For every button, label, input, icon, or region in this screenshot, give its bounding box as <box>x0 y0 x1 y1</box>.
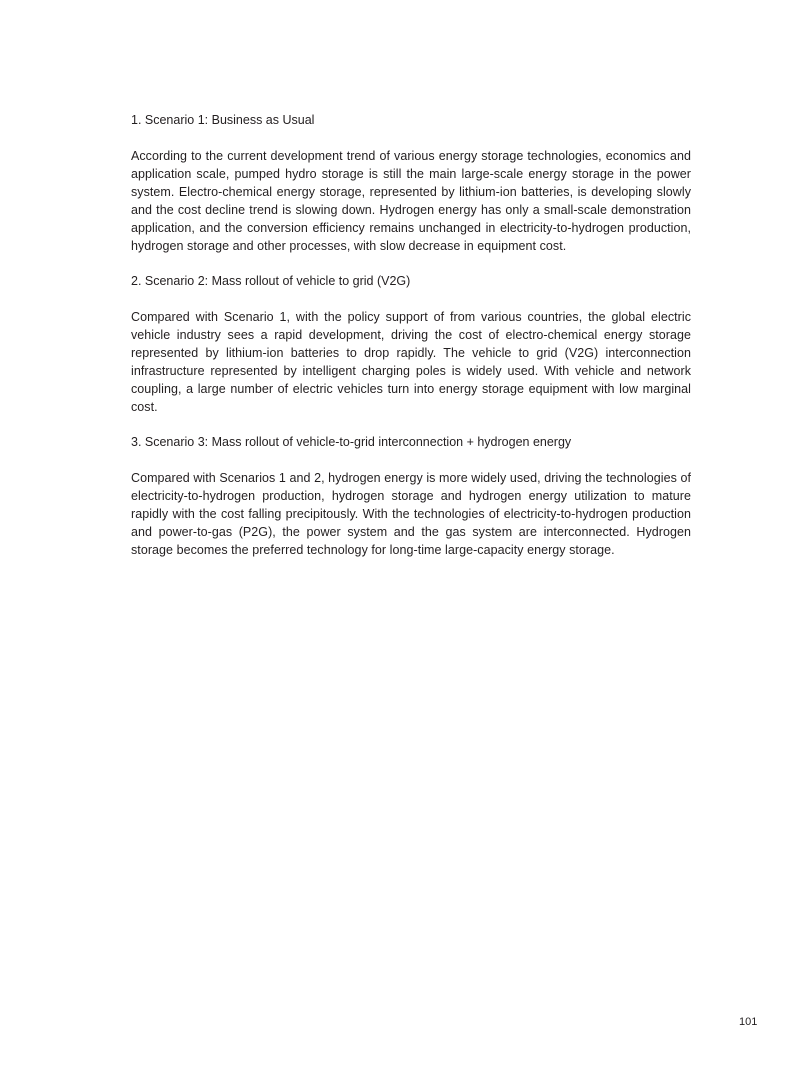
section-body-scenario-3: Compared with Scenarios 1 and 2, hydrogen energy is more widely used, driving the technologies of electricity-to-hydrogen production, hydrogen storage and hydrogen energy utilization to mature rapidly with the cost falling precipitously. With the technologies of electricity-to-hydrogen production and power-to-gas (P2G), the power system and the gas system are interconnected. Hydrogen storage becomes the preferred technology for long-time large-capacity energy storage. <box>131 471 691 557</box>
page-content <box>131 111 691 576</box>
section-body-scenario-2: Compared with Scenario 1, with the policy support of from various countries, the global electric vehicle industry sees a rapid development, driving the cost of electro-chemical energy storage represented by lithium-ion batteries to drop rapidly. The vehicle to grid (V2G) interconnection infrastructure represented by intelligent charging poles is widely used. With vehicle and network coupling, a large number of electric vehicles turn into energy storage equipment with low marginal cost. <box>131 310 691 414</box>
section-heading-scenario-1: 1. Scenario 1: Business as Usual <box>131 113 315 127</box>
page-number: 101 <box>739 1016 758 1028</box>
section-heading-scenario-2: 2. Scenario 2: Mass rollout of vehicle to grid (V2G) <box>131 274 411 288</box>
section-heading-scenario-3: 3. Scenario 3: Mass rollout of vehicle-to-grid interconnection + hydrogen energy <box>131 435 572 449</box>
section-body-scenario-1: According to the current development trend of various energy storage technologies, economics and application scale, pumped hydro storage is still the main large-scale energy storage in the power system. Electro-chemical energy storage, represented by lithium-ion batteries, is developing slowly and the cost decline trend is slowing down. Hydrogen energy has only a small-scale demonstration application, and the conversion efficiency remains unchanged in electricity-to-hydrogen production, hydrogen storage and other processes, with slow decrease in equipment cost. <box>131 149 691 253</box>
